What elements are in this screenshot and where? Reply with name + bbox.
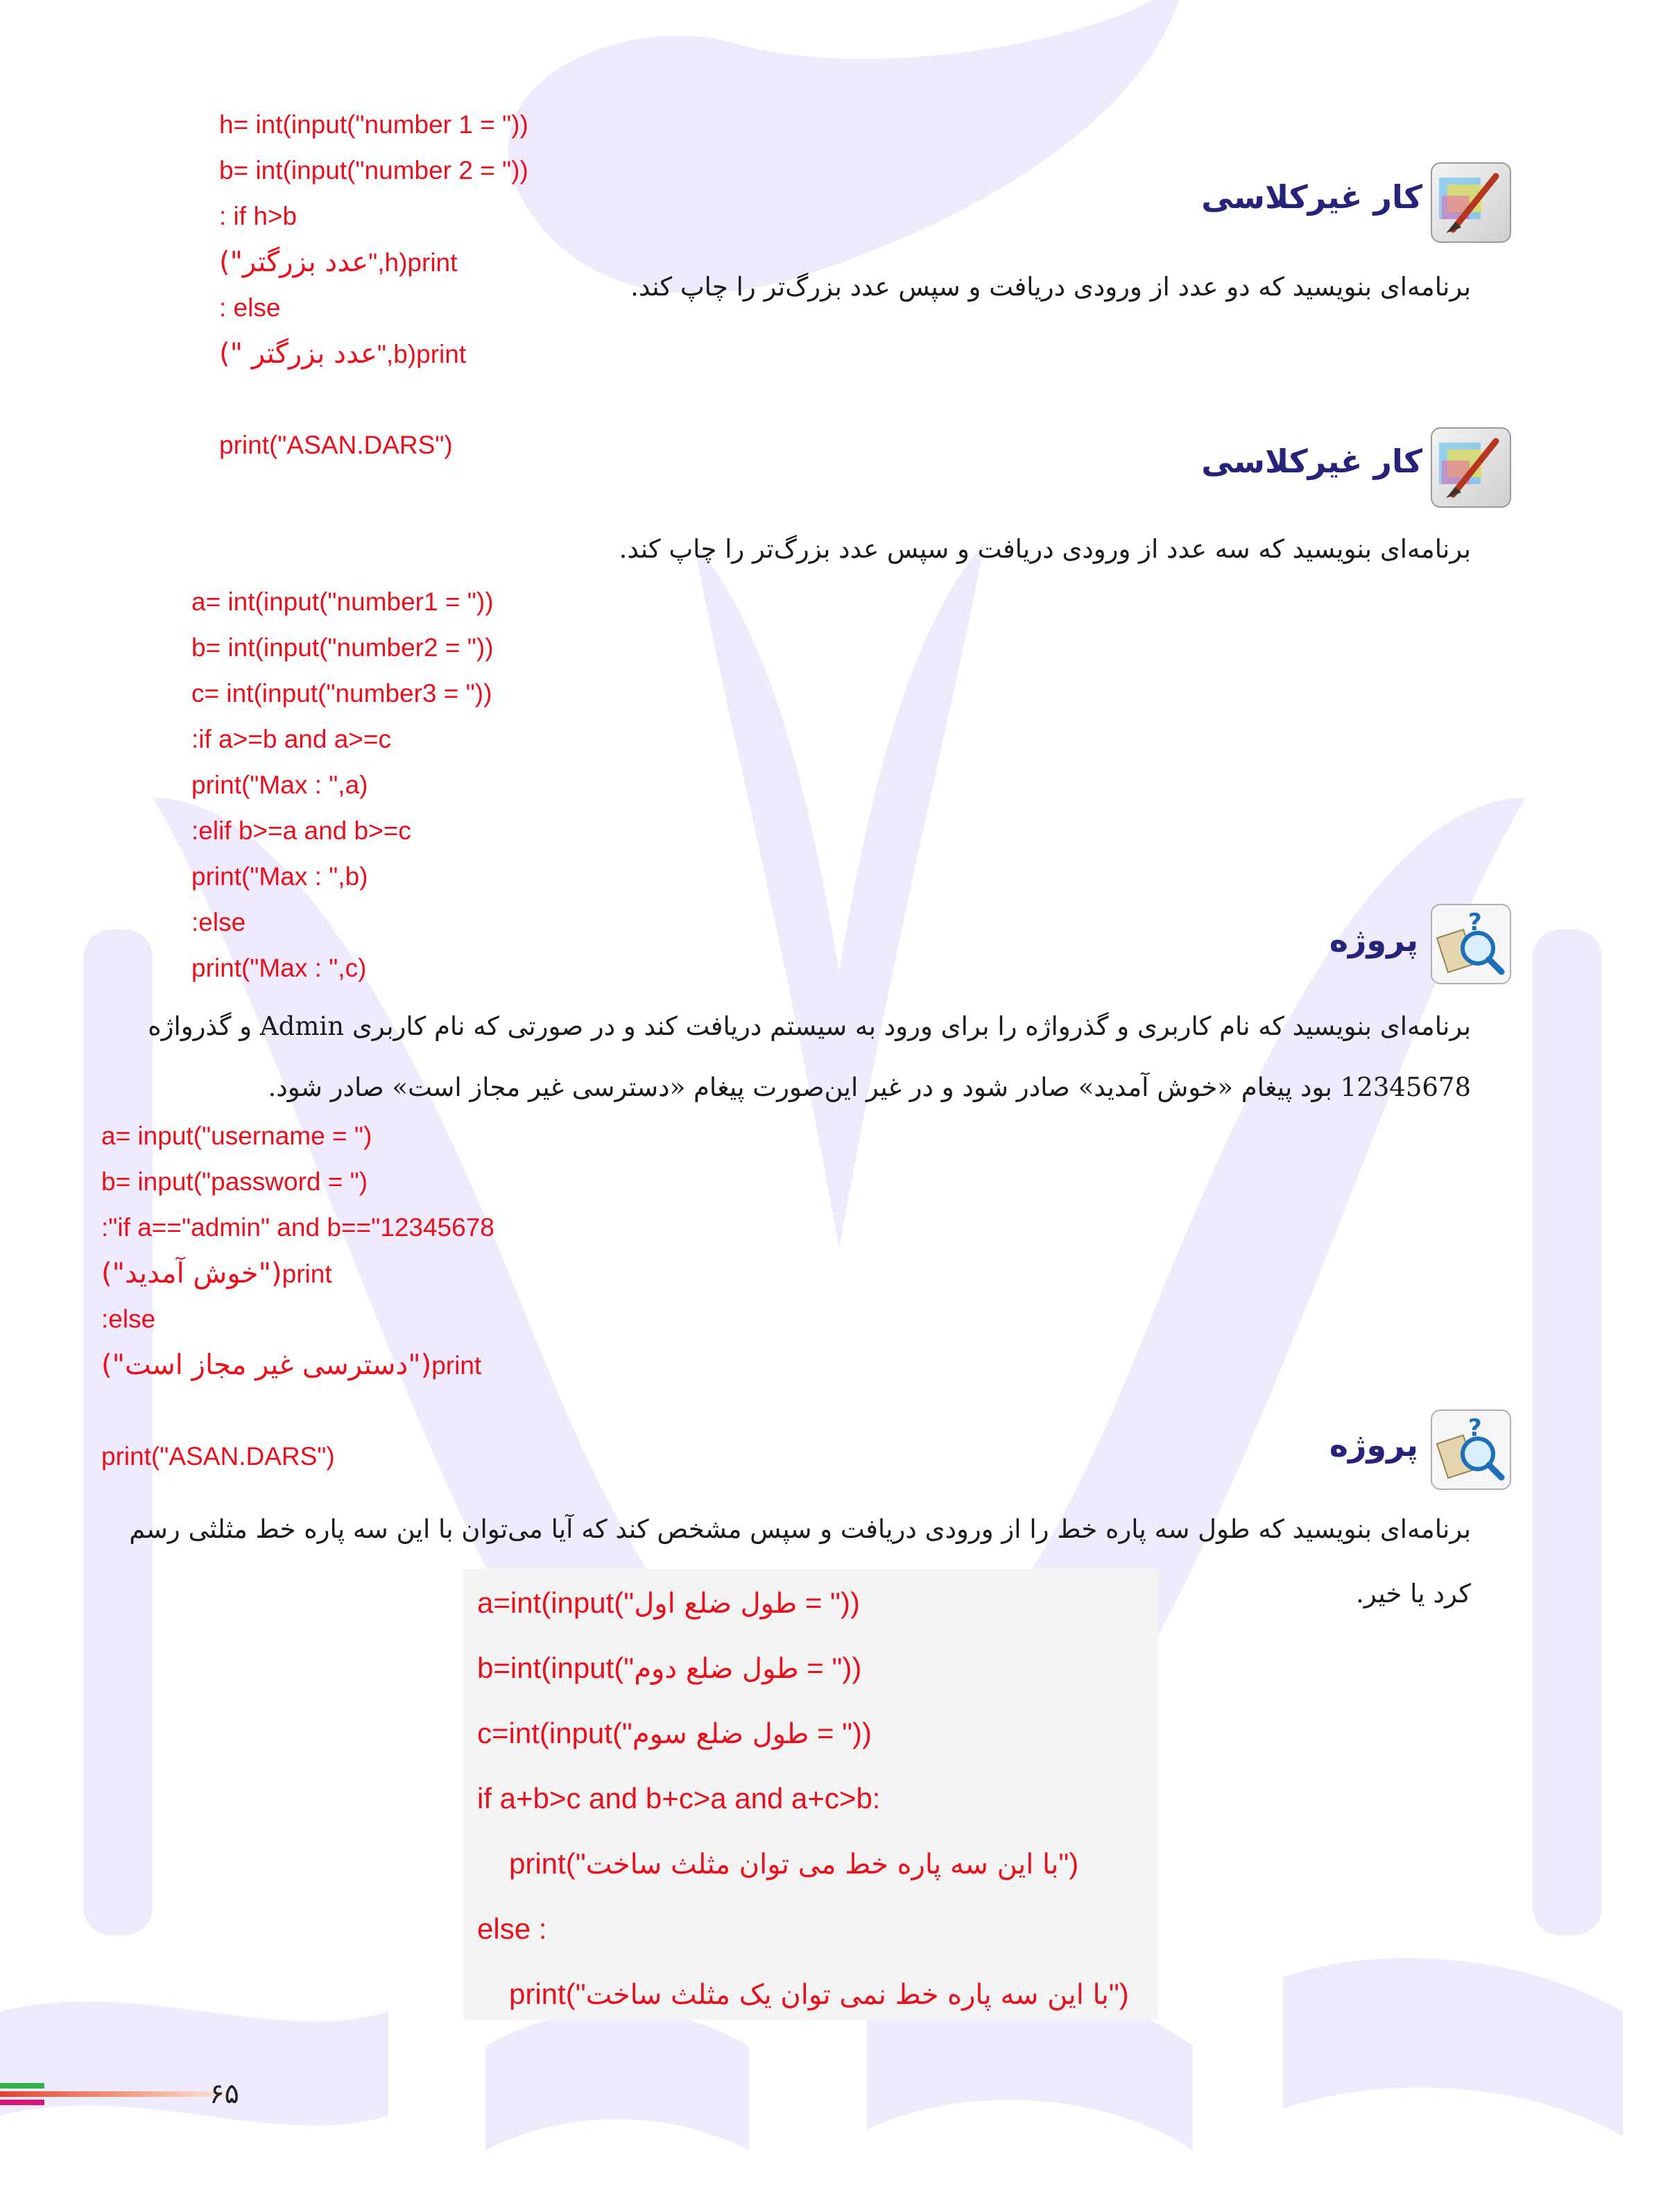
code-line: ("عدد بزرگتر",h)print bbox=[219, 246, 458, 278]
code-line: b=int(input("طول ضلع دوم = ")) bbox=[477, 1652, 862, 1685]
project-2-description-line2: کرد یا خیر. bbox=[1356, 1579, 1471, 1609]
code-block-1 bbox=[219, 102, 528, 468]
footer-bar-magenta bbox=[0, 2100, 44, 2105]
footer-bar-orange bbox=[0, 2091, 229, 2097]
paintbrush-icon bbox=[1432, 164, 1510, 241]
code-line: print("ASAN.DARS") bbox=[101, 1442, 335, 1471]
project-2-description-line1: برنامه‌ای بنویسید که طول سه پاره خط را از ورودی دریافت و سپس مشخص کند که آیا می‌توان با این سه پاره خط مثلثی رسم bbox=[129, 1514, 1471, 1544]
homework-2-title: کار غیرکلاسی bbox=[1201, 443, 1422, 480]
code-line: c=int(input("طول ضلع سوم = ")) bbox=[477, 1717, 872, 1750]
homework-1-title: کار غیرکلاسی bbox=[1201, 178, 1422, 216]
footer-bar-green bbox=[0, 2083, 44, 2089]
magnifier-question-icon bbox=[1432, 905, 1510, 983]
svg-text:?: ? bbox=[1468, 1414, 1482, 1442]
code-line: a= input("username = ") bbox=[101, 1122, 372, 1150]
project-1-description-line2: 12345678 بود پیغام «خوش آمدید» صادر شود و در غیر این‌صورت پیغام «دسترسی غیر مجاز است» صادر شود. bbox=[268, 1072, 1471, 1102]
code-line bbox=[101, 1388, 494, 1434]
homework-2-description: برنامه‌ای بنویسید که سه عدد از ورودی دریافت و سپس عدد بزرگ‌تر را چاپ کند. bbox=[619, 534, 1471, 564]
page-number: ۶۵ bbox=[209, 2078, 239, 2110]
svg-text:?: ? bbox=[1468, 909, 1482, 936]
code-line: :else bbox=[101, 1305, 156, 1333]
code-line: :"if a=="admin" and b=="12345678 bbox=[101, 1213, 494, 1242]
homework-2-icon-box bbox=[1431, 427, 1511, 508]
project-1-title: پروژه bbox=[1329, 921, 1418, 959]
code-line: ("خوش آمدید")print bbox=[101, 1258, 332, 1289]
code-line: : if h>b bbox=[219, 202, 298, 230]
code-line: :elif b>=a and b>=c bbox=[191, 816, 411, 845]
code-line: print("با این سه پاره خط می توان مثلث ساخت") bbox=[509, 1847, 1079, 1880]
code-line: print("با این سه پاره خط نمی توان یک مثلث ساخت") bbox=[509, 1978, 1129, 2011]
code-line: print("Max : ",c) bbox=[191, 954, 367, 982]
code-line: else : bbox=[477, 1912, 547, 1945]
code-block-4-panel bbox=[463, 1569, 1158, 2020]
code-line bbox=[219, 377, 528, 422]
code-line: print("Max : ",a) bbox=[191, 771, 368, 799]
code-block-3 bbox=[101, 1113, 494, 1480]
code-line: :if a>=b and a>=c bbox=[191, 725, 392, 753]
code-line: print("ASAN.DARS") bbox=[219, 431, 453, 459]
homework-1-icon-box bbox=[1431, 162, 1511, 243]
code-line: b= int(input("number 2 = ")) bbox=[219, 156, 528, 185]
code-block-2 bbox=[191, 579, 494, 991]
code-line: if a+b>c and b+c>a and a+c>b: bbox=[477, 1782, 881, 1815]
code-line: a=int(input("طول ضلع اول = ")) bbox=[477, 1586, 860, 1620]
footer-color-bars bbox=[0, 2083, 236, 2105]
magnifier-question-icon bbox=[1432, 1411, 1510, 1489]
code-line: : else bbox=[219, 293, 281, 322]
project-1-description-line1: برنامه‌ای بنویسید که نام کاربری و گذرواژه را برای ورود به سیستم دریافت کند و در صورتی که نام کاربری Admin و گذرواژه bbox=[148, 1011, 1471, 1041]
code-line: c= int(input("number3 = ")) bbox=[191, 679, 492, 708]
code-line: a= int(input("number1 = ")) bbox=[191, 588, 494, 616]
project-2-icon-box bbox=[1431, 1409, 1511, 1490]
code-line: :else bbox=[191, 908, 246, 936]
code-line: print("Max : ",b) bbox=[191, 862, 368, 891]
homework-1-description: برنامه‌ای بنویسید که دو عدد از ورودی دریافت و سپس عدد بزرگ‌تر را چاپ کند. bbox=[630, 272, 1471, 302]
code-line: ("دسترسی غیر مجاز است")print bbox=[101, 1349, 482, 1381]
project-2-title: پروژه bbox=[1329, 1426, 1418, 1464]
paintbrush-icon bbox=[1432, 429, 1510, 506]
code-line: h= int(input("number 1 = ")) bbox=[219, 110, 528, 139]
code-line: (" عدد بزرگتر",b)print bbox=[219, 338, 467, 370]
code-line: b= input("password = ") bbox=[101, 1167, 368, 1196]
code-line: b= int(input("number2 = ")) bbox=[191, 633, 494, 662]
project-1-icon-box bbox=[1431, 904, 1511, 984]
